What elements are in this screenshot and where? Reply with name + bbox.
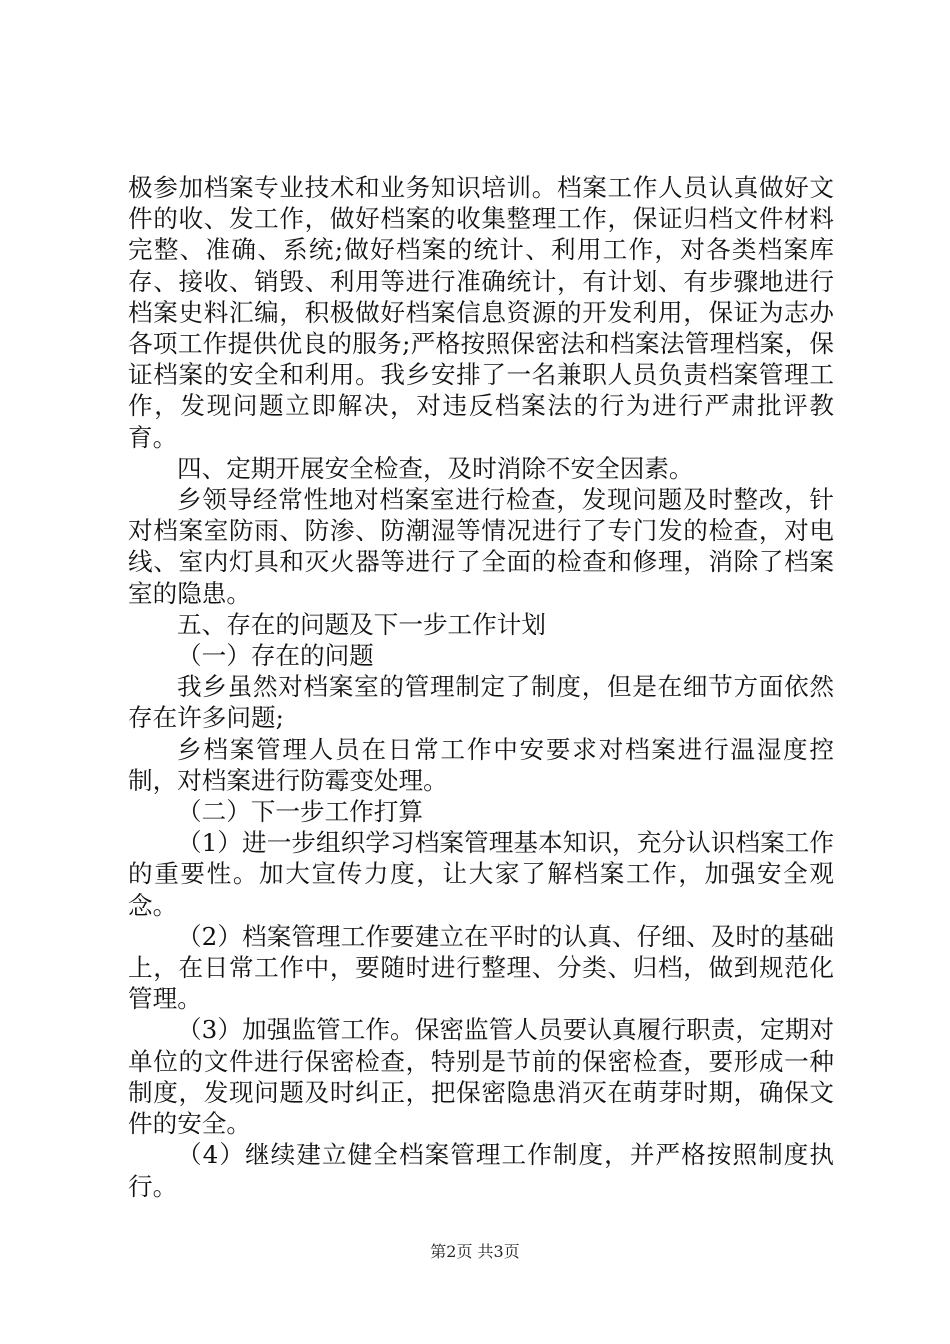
paragraph-problem-details: 我乡虽然对档案室的管理制定了制度，但是在细节方面依然存在许多问题; <box>128 672 834 733</box>
subheading-next-steps: （二）下一步工作打算 <box>177 797 423 827</box>
plan-item-4: （4）继续建立健全档案管理工作制度，并严格按照制度执行。 <box>128 1140 834 1201</box>
plan-item-2: （2）档案管理工作要建立在平时的认真、仔细、及时的基础上，在日常工作中，要随时进行整理、分类、归档，做到规范化管理。 <box>128 921 834 1014</box>
plan-item-1: （1）进一步组织学习档案管理基本知识，充分认识档案工作的重要性。加大宣传力度，让大家了解档案工作，加强安全观念。 <box>128 828 834 920</box>
page-footer: 第2页 共3页 <box>430 1242 520 1261</box>
heading-problems-and-plan: 五、存在的问题及下一步工作计划 <box>177 609 546 639</box>
plan-item-3: （3）加强监管工作。保密监管人员要认真履行职责，定期对单位的文件进行保密检查，特别是节前的保密检查，要形成一种制度，发现问题及时纠正，把保密隐患消灭在萌芽时期，确保文件的安全。 <box>128 1015 834 1139</box>
paragraph-humidity-control: 乡档案管理人员在日常工作中安要求对档案进行温湿度控制，对档案进行防霉变处理。 <box>128 734 834 795</box>
document-body <box>128 172 834 1202</box>
paragraph-safety-inspection: 乡领导经常性地对档案室进行检查，发现问题及时整改，针对档案室防雨、防渗、防潮湿等情况进行了专门发的检查，对电线、室内灯具和灭火器等进行了全面的检查和修理，消除了档案室的隐患。 <box>128 485 834 608</box>
heading-safety-inspection: 四、定期开展安全检查，及时消除不安全因素。 <box>177 453 694 483</box>
paragraph-continued-training: 极参加档案专业技术和业务知识培训。档案工作人员认真做好文件的收、发工作，做好档案的收集整理工作，保证归档文件材料完整、准确、系统;做好档案的统计、利用工作，对各类档案库存、接收、销毁、利用等进行准确统计，有计划、有步骤地进行档案史料汇编，积极做好档案信息资源的开发利用，保证为志办各项工作提供优良的服务;严格按照保密法和档案法管理档案，保证档案的安全和利用。我乡安排了一名兼职人员负责档案管理工作，发现问题立即解决，对违反档案法的行为进行严肃批评教育。 <box>128 173 834 452</box>
subheading-existing-problems: （一）存在的问题 <box>177 641 374 671</box>
